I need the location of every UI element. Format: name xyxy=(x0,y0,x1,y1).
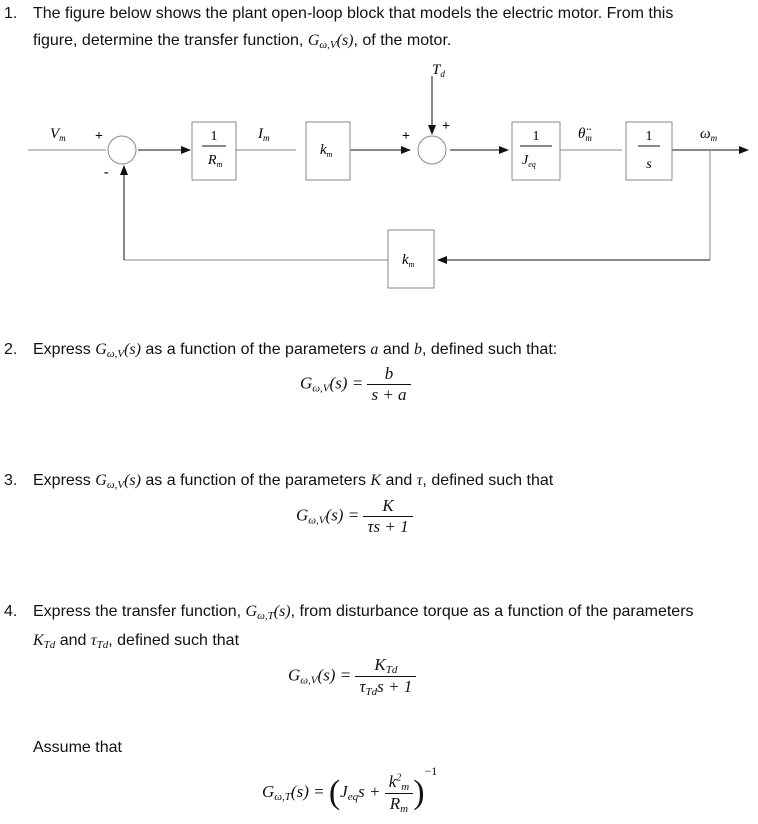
block3-numerator: 1 xyxy=(532,129,540,144)
q4-line2: $K_{Td}$ and $\tau_{Td}$, defined such that xyxy=(33,632,240,651)
block4-denominator: s xyxy=(646,157,652,172)
q2-equation: $G_{\omega,V}(s)$ = $\frac{b}{s + a}$ xyxy=(300,364,411,405)
q3-equation: $G_{\omega,V}(s)$ = $\frac{K}{\tau s + 1}$ xyxy=(296,496,413,537)
q3-number: 3. xyxy=(4,472,18,489)
q4-assume: Assume that xyxy=(33,739,122,756)
q4-equation-1: $G_{\omega,V}(s)$ = $\frac{K_{Td}}{\tau_{Td}s + 1}$ xyxy=(288,655,416,698)
plus-sign-1: + xyxy=(95,129,103,144)
q1-line2: figure, determine the transfer function, $G_{\omega,V}(s)$, of the motor. xyxy=(33,32,452,51)
label-Td: $T_d$ xyxy=(432,62,445,79)
block-feedback-km xyxy=(388,230,434,288)
feedback-km-label: $k_m$ xyxy=(402,252,415,269)
sum-junction-1 xyxy=(108,136,136,164)
block1-denominator: $R_m$ xyxy=(208,153,223,169)
q3-text: Express $G_{\omega,V}(s)$ as a function of the parameters K and τ, defined such that xyxy=(33,472,554,491)
block-diagram xyxy=(0,58,758,358)
label-Im: $I_m$ xyxy=(258,126,270,143)
block-km-label: $k_m$ xyxy=(320,142,333,159)
q4-equation-2: $G_{\omega,T}(s) = (J_{eq}s$ + $\frac{k^2_m}{R_m}$ )$^{-1}$ xyxy=(262,764,438,815)
plus-sign-3: + xyxy=(442,119,450,134)
q2-number: 2. xyxy=(4,341,18,358)
sum-junction-2 xyxy=(418,136,446,164)
block3-denominator: $J_{eq}$ xyxy=(522,153,536,169)
minus-sign-1: - xyxy=(104,165,109,180)
label-theta: $\thetä_m$ xyxy=(578,126,592,143)
block1-numerator: 1 xyxy=(210,129,218,144)
label-Vm: $V_m$ xyxy=(50,126,66,143)
block4-numerator: 1 xyxy=(645,129,653,144)
label-omega: $\omega_m$ xyxy=(700,126,718,143)
q4-number: 4. xyxy=(4,603,18,620)
q1-number: 1. xyxy=(4,5,18,22)
q2-text: Express $G_{\omega,V}(s)$ as a function of the parameters a and b, defined such that: xyxy=(33,341,558,360)
q1-line1: The figure below shows the plant open-loop block that models the electric motor. From this xyxy=(33,5,674,22)
q4-line1: Express the transfer function, $G_{\omega,T}(s)$, from disturbance torque as a function of the parameters xyxy=(33,603,694,622)
plus-sign-2: + xyxy=(402,129,410,144)
